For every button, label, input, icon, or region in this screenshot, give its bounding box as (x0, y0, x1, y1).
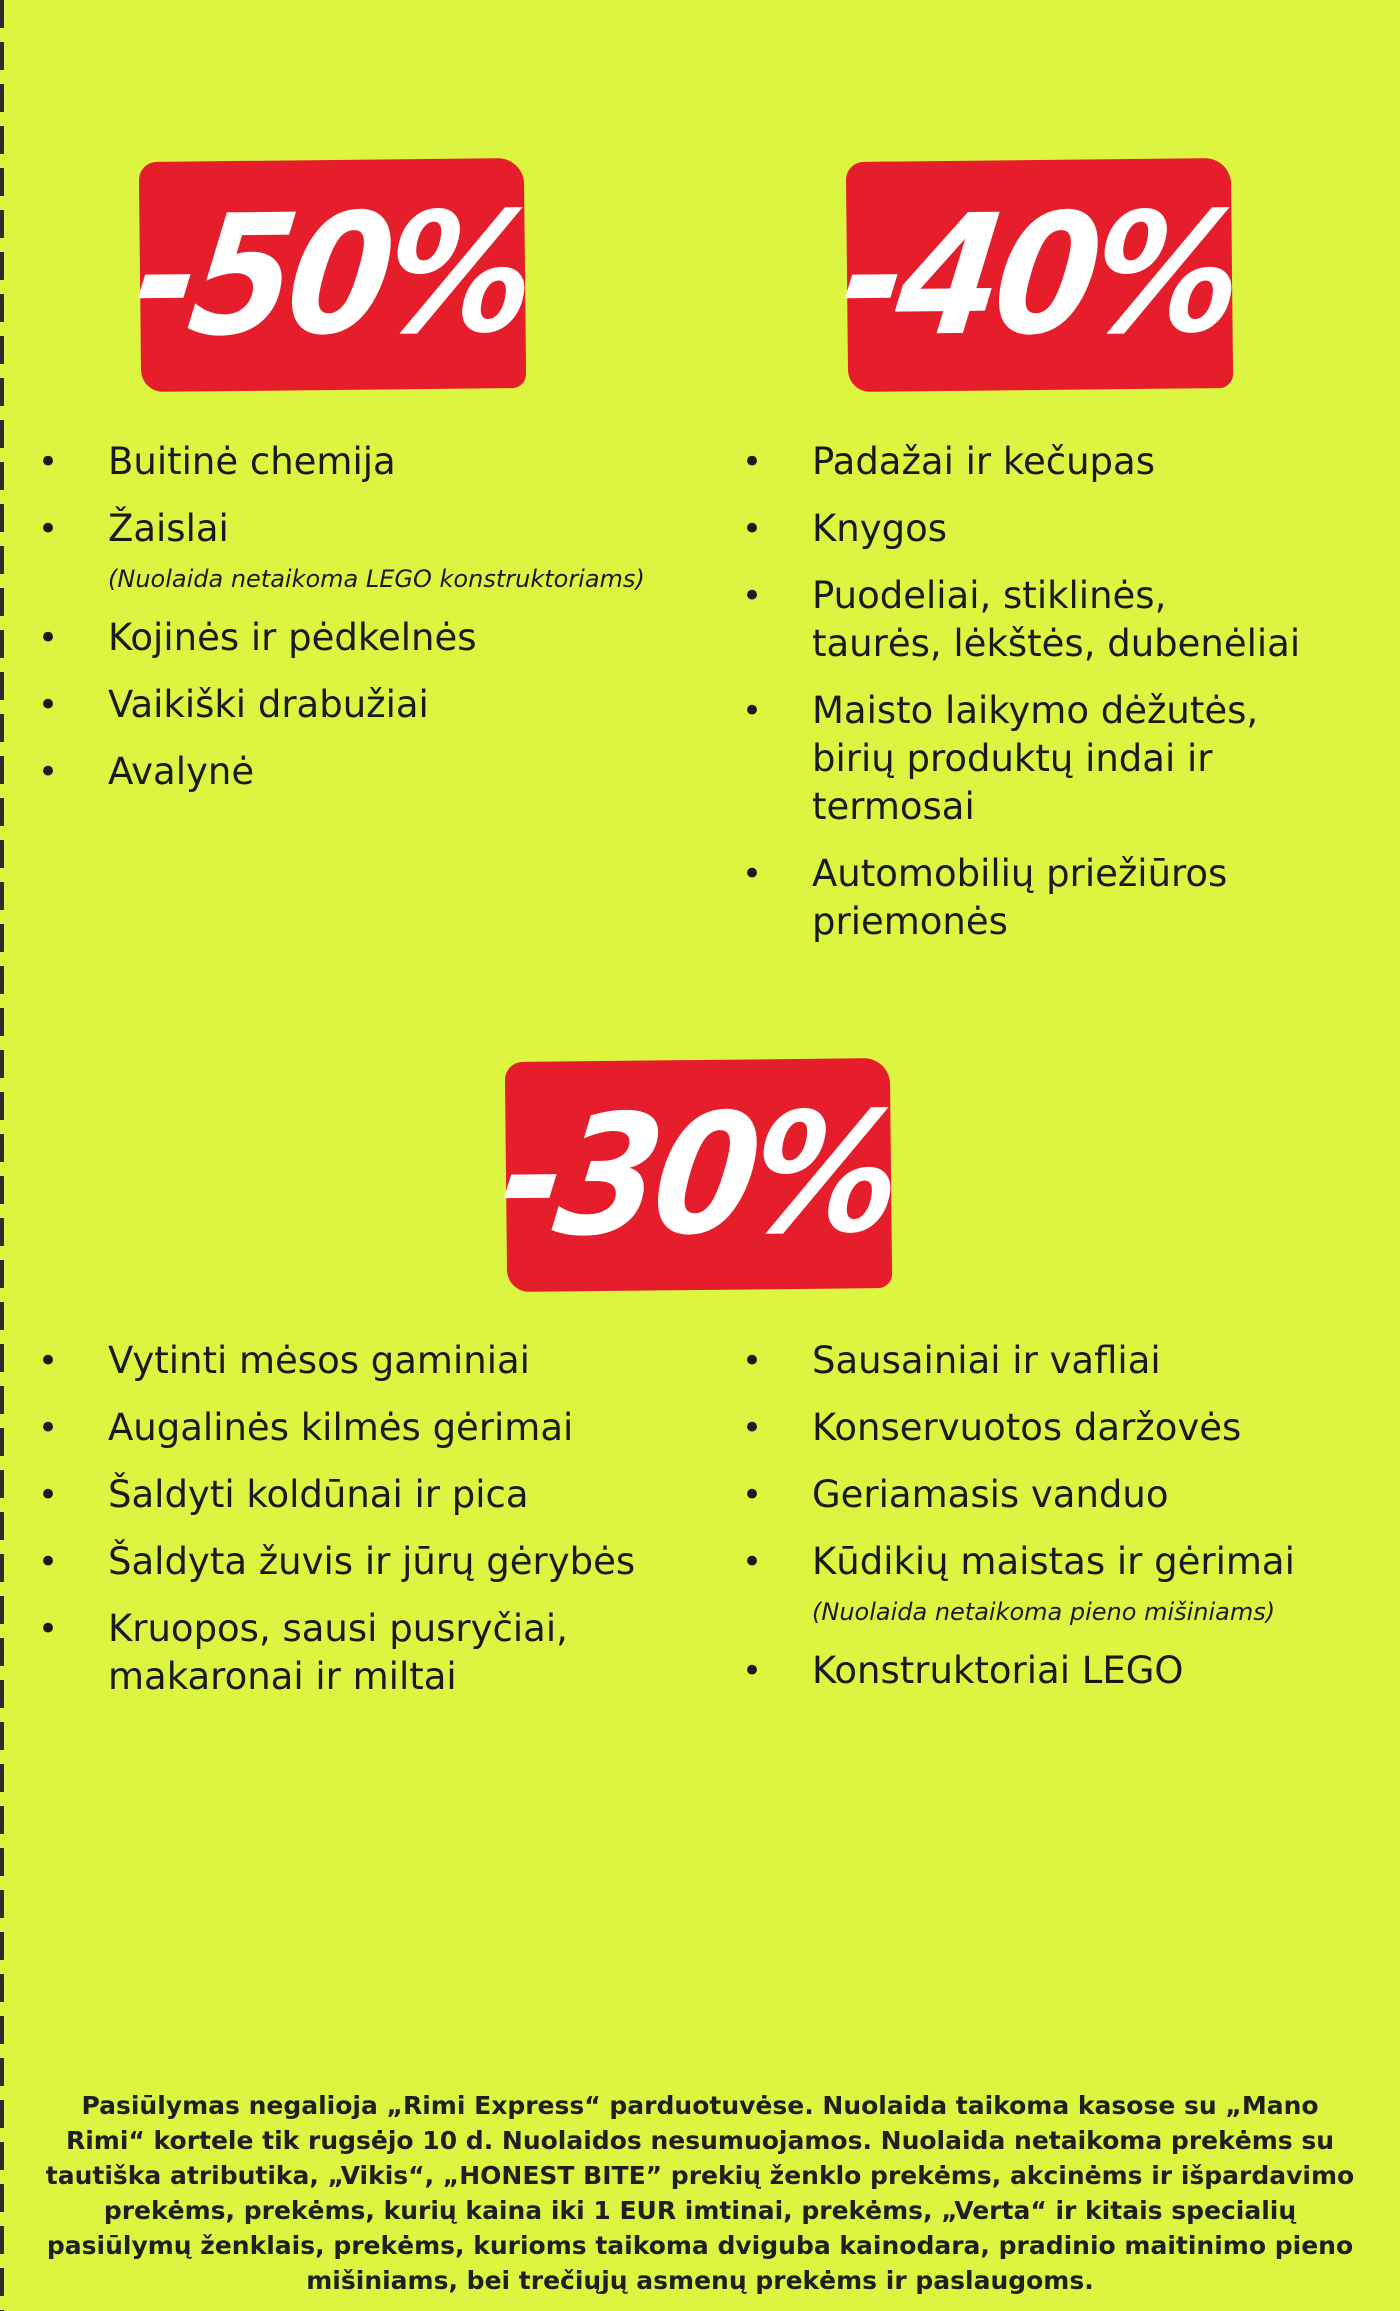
list-item: • Kūdikių maistas ir gėrimai (Nuolaida netaikoma pieno mišiniams) (742, 1538, 1342, 1628)
discount-badge-50 (124, 158, 541, 392)
list-item: • Kojinės ir pėdkelnės (38, 614, 678, 662)
discount-badge-50-label: -50% (124, 176, 541, 374)
page-edge-dashes (0, 0, 4, 2311)
list-item: • Konstruktoriai LEGO (742, 1647, 1342, 1695)
list-item: • Buitinė chemija (38, 438, 678, 486)
list-item: • Avalynė (38, 748, 678, 796)
list-item: • Šaldyti koldūnai ir pica (38, 1471, 718, 1519)
discount-badge-30 (490, 1058, 907, 1292)
list-item-note: (Nuolaida netaikoma LEGO konstruktoriams) (108, 565, 645, 593)
list-item: • Kruopos, sausi pusryčiai, makaronai ir miltai (38, 1605, 718, 1701)
list-item: • Žaislai (Nuolaida netaikoma LEGO konstruktoriams) (38, 505, 678, 595)
list-item: • Geriamasis vanduo (742, 1471, 1342, 1519)
discount-badge-40 (831, 158, 1248, 392)
list-item: • Maisto laikymo dėžutės, birių produktų indai ir termosai (742, 687, 1302, 831)
discount-badge-40-label: -40% (831, 176, 1248, 374)
list-item: • Augalinės kilmės gėrimai (38, 1404, 718, 1452)
list-item: • Puodeliai, stiklinės, taurės, lėkštės, dubenėliai (742, 572, 1302, 668)
list-item: • Sausainiai ir vafliai (742, 1337, 1342, 1385)
terms-disclaimer: Pasiūlymas negalioja „Rimi Express“ parduotuvėse. Nuolaida taikoma kasose su „Mano Rimi“ kortele tik rugsėjo 10 d. Nuolaidos nesumuojamos. Nuolaida netaikoma prekėms su tautiška atributika, „Vikis“, „HONEST BITE” prekių ženklo prekėms, akcinėms ir išpardavimo prekėms, prekėms, kurių kaina iki 1 EUR imtinai, prekėms, „Verta“ ir kitais specialių pasiūlymų ženklais, prekėms, kurioms taikoma dviguba kainodara, pradinio maitinimo pieno mišiniams, bei trečiųjų asmenų prekėms ir paslaugoms. (45, 2091, 1355, 2295)
discount-badge-30-label: -30% (490, 1076, 907, 1274)
list-item: • Vaikiški drabužiai (38, 681, 678, 729)
list-item-note: (Nuolaida netaikoma pieno mišiniams) (812, 1598, 1276, 1626)
list-item: • Padažai ir kečupas (742, 438, 1302, 486)
list-item: • Konservuotos daržovės (742, 1404, 1342, 1452)
list-30-percent-left (38, 1337, 718, 1720)
list-40-percent (742, 438, 1302, 965)
list-item: • Vytinti mėsos gaminiai (38, 1337, 718, 1385)
list-item: • Knygos (742, 505, 1302, 553)
list-50-percent (38, 438, 678, 815)
list-item: • Šaldyta žuvis ir jūrų gėrybės (38, 1538, 718, 1586)
list-item: • Automobilių priežiūros priemonės (742, 850, 1302, 946)
list-30-percent-right (742, 1337, 1342, 1714)
